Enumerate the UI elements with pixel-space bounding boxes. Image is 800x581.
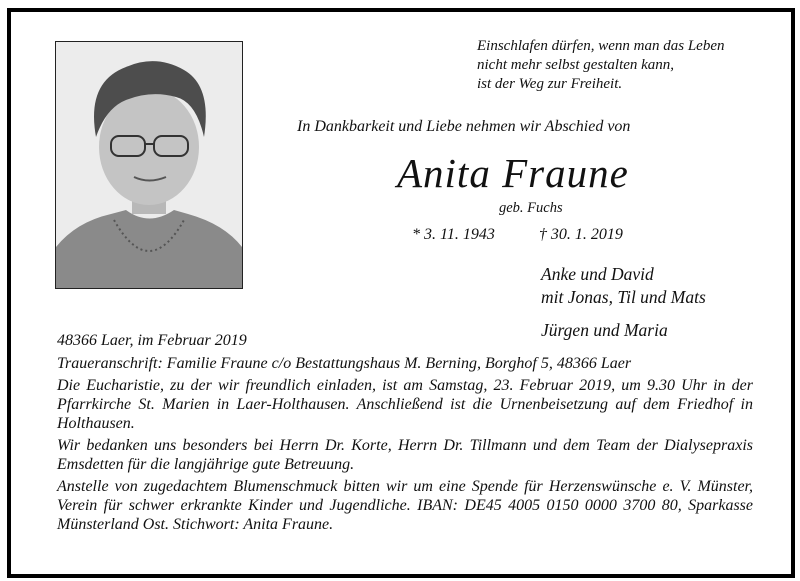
- portrait-image: [56, 42, 242, 288]
- family-line: Jürgen und Maria: [541, 320, 668, 340]
- thanks-paragraph: Wir bedanken uns besonders bei Herrn Dr. Korte, Herrn Dr. Tillmann und dem Team der Dialysepraxis Emsdetten für die langjährige gute Betreuung.: [57, 437, 753, 473]
- service-details: Die Eucharistie, zu der wir freundlich einladen, ist am Samstag, 23. Februar 2019, um 9.30 Uhr in der Pfarrkirche St. Marien in Laer-Holthausen. Anschließend ist die Urnenbeisetzung auf dem Friedhof in Holthausen.: [57, 377, 753, 432]
- quote-line: ist der Weg zur Freiheit.: [477, 76, 623, 92]
- intro-text: In Dankbarkeit und Liebe nehmen wir Abschied von: [297, 118, 631, 135]
- birth-date: * 3. 11. 1943: [412, 226, 495, 243]
- life-dates: [412, 226, 623, 244]
- death-date: † 30. 1. 2019: [538, 226, 623, 243]
- deceased-name: Anita Fraune: [397, 150, 629, 196]
- family-members: [541, 263, 706, 342]
- place-date: 48366 Laer, im Februar 2019: [57, 332, 247, 349]
- portrait-photo: [55, 41, 243, 289]
- memorial-quote: [477, 37, 767, 94]
- condolence-address: Traueranschrift: Familie Fraune c/o Bestattungshaus M. Berning, Borghof 5, 48366 Laer: [57, 355, 632, 372]
- quote-line: Einschlafen dürfen, wenn man das Leben: [477, 38, 725, 54]
- notice-body: [57, 354, 753, 537]
- birth-name: geb. Fuchs: [499, 200, 563, 216]
- donation-paragraph: Anstelle von zugedachtem Blumenschmuck bitten wir um eine Spende für Herzenswünsche e. V. Münster, Verein für schwer erkrankte Kinder und Jugendliche. IBAN: DE45 4005 0150 0000 3700 80, Sparkasse Münsterland Ost. Stichwort: Anita Fraune.: [57, 478, 753, 533]
- quote-line: nicht mehr selbst gestalten kann,: [477, 57, 675, 73]
- obituary-notice: [7, 8, 795, 578]
- family-line: Anke und David: [541, 264, 654, 284]
- family-line: mit Jonas, Til und Mats: [541, 287, 706, 307]
